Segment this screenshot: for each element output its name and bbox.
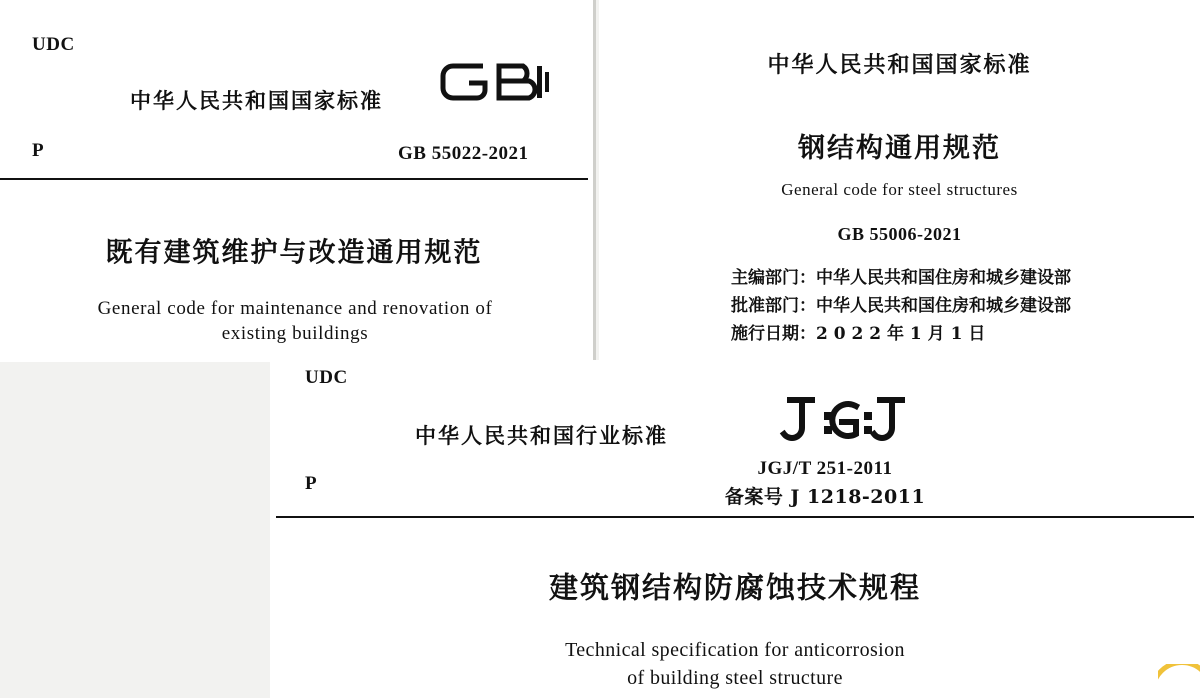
document-title-en-line2: of building steel structure (627, 667, 843, 689)
standard-number: GB 55022-2021 (398, 143, 529, 164)
divider-rule (276, 516, 1194, 518)
page-background-left (0, 362, 270, 698)
document-title-en-line1: Technical specification for anticorrosion (565, 639, 905, 661)
gb-emblem-icon (437, 54, 557, 106)
metadata-line-approving-department: 批准部门：中华人民共和国住房和城乡建设部 (731, 296, 1071, 316)
metadata-line-editing-department: 主编部门：中华人民共和国住房和城乡建设部 (731, 268, 1071, 288)
document-cover-gb-55022 (0, 0, 596, 362)
document-title-en-line1: General code for maintenance and renovation of (97, 298, 493, 319)
document-title-en: General code for steel structures (781, 180, 1018, 199)
jgj-emblem-icon (772, 392, 907, 450)
document-title-cn: 既有建筑维护与改造通用规范 (105, 237, 483, 269)
standard-number: GB 55006-2021 (837, 224, 962, 244)
issuing-body-label: 中华人民共和国国家标准 (130, 88, 383, 113)
document-title-cn: 钢结构通用规范 (798, 133, 1001, 164)
classification-letter: P (305, 473, 317, 494)
divider-rule (0, 178, 588, 180)
classification-letter: P (32, 140, 44, 161)
standard-number: JGJ/T 251-2011 (757, 458, 893, 479)
document-title-en-line2: existing buildings (221, 323, 369, 344)
document-cover-gb-55006 (599, 0, 1200, 362)
record-number: 备案号 J 1218-2011 (724, 486, 926, 508)
issuing-body-label: 中华人民共和国行业标准 (415, 423, 668, 448)
document-title-cn: 建筑钢结构防腐蚀技术规程 (548, 570, 921, 605)
corner-accent-decoration (1158, 664, 1200, 698)
standard-number-block (700, 455, 950, 511)
document-title-en (420, 636, 1050, 692)
document-title-en (60, 296, 530, 346)
document-cover-jgj-t-251 (270, 360, 1200, 698)
issuing-body-label: 中华人民共和国国家标准 (767, 52, 1032, 78)
udc-label: UDC (305, 367, 348, 388)
yellow-arc-icon (1158, 664, 1200, 698)
udc-label: UDC (32, 34, 75, 55)
document-metadata (731, 264, 1200, 348)
metadata-line-effective-date: 施行日期：2 0 2 2 年 1 月 1 日 (731, 324, 986, 344)
